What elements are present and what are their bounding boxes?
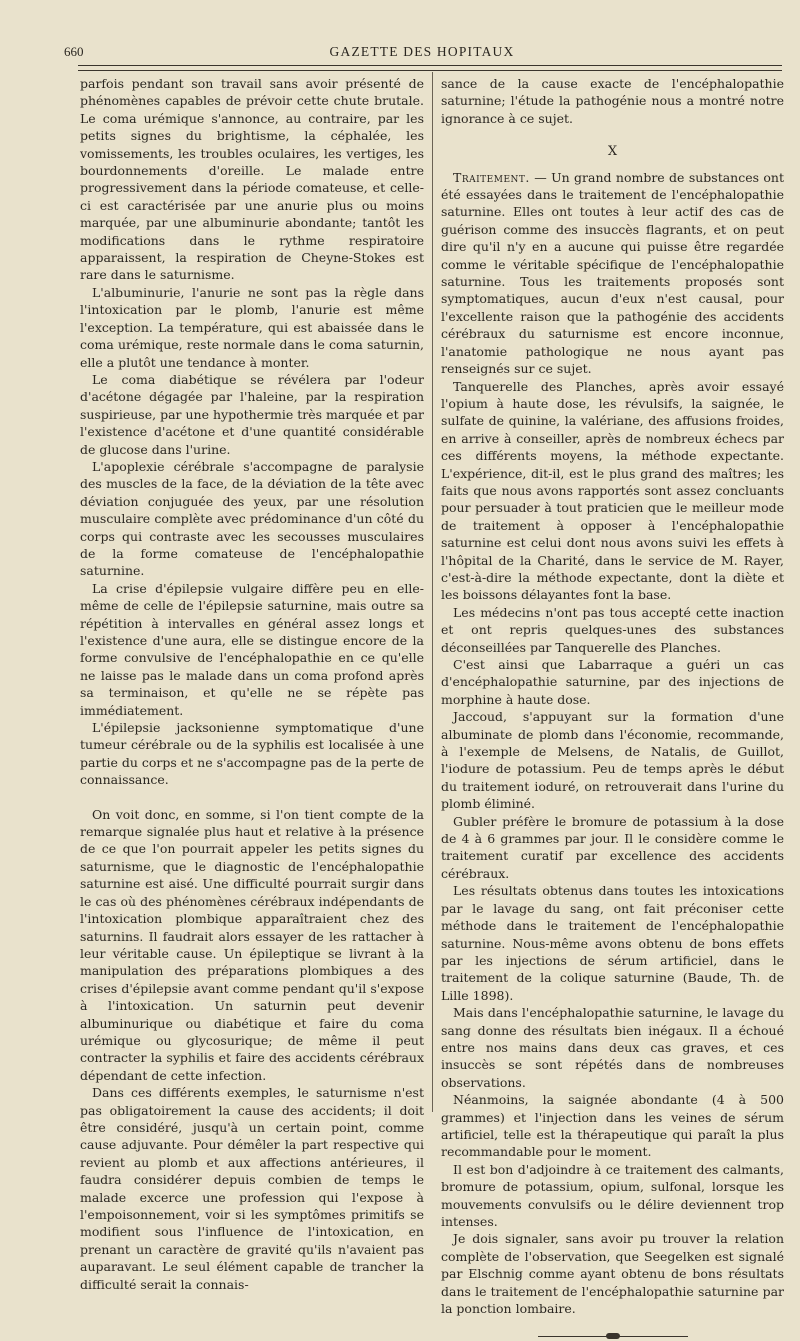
paragraph: Tanquerelle des Planches, après avoir essayé l'opium à haute dose, les révulsifs, la saignée, le sulfate de quinine, la valériane, des affusions froides, en arrive à conseiller, après de nombreux échecs par ces différents moyens, la méthode expectante. L'expérience, dit-il, est le plus grand des maîtres; les faits que nous avons rapportés sont assez concluants pour persuader à tout praticien que le meilleur mode de traitement à opposer à l'encéphalopathie saturnine est celui dont nous avons suivi les effets à l'hôpital de la Charité, dans le service de M. Rayer, c'est-à-dire la méthode expectante, dont la diète et les boissons délayantes font la base.: [441, 378, 784, 603]
section-heading: Traitement.: [453, 169, 530, 185]
column-divider: [432, 72, 433, 1112]
paragraph: parfois pendant son travail sans avoir présenté de phénomènes capables de prévoir cette chute brutale. Le coma urémique s'annonce, au contraire, par les petits signes du brightisme, la céphalée, les vomissements, les troubles oculaires, les vertiges, les bourdonnements d'oreille. Le malade entre progressivement dans la période comateuse, et celle-ci est caractérisée par une anurie plus ou moins marquée, par une albuminurie abondante; tantôt les modifications dans le rythme respiratoire apparaissent, la respiration de Cheyne-Stokes est rare dans le saturnisme.: [80, 76, 424, 283]
paragraph: Le coma diabétique se révélera par l'odeur d'acétone dégagée par l'haleine, par la respiration suspirieuse, par une hypothermie très marquée et par l'existence d'acétone et d'une quantité considérable de glucose dans l'urine.: [80, 371, 424, 457]
paragraph: Je dois signaler, sans avoir pu trouver la relation complète de l'observation, que Seegelken est signalé par Elschnig comme ayant obtenu de bons résultats dans le traitement de l'encéphalopathie saturnine par la ponction lombaire.: [441, 1231, 784, 1317]
paragraph: sance de la cause exacte de l'encéphalopathie saturnine; l'étude la pathogénie nous a montré notre ignorance à ce sujet.: [441, 76, 784, 126]
paragraph: C'est ainsi que Labarraque a guéri un cas d'encéphalopathie saturnine, par des injections de morphine à haute dose.: [441, 657, 784, 707]
paragraph: Les résultats obtenus dans toutes les intoxications par le lavage du sang, ont fait préconiser cette méthode dans le traitement de l'encéphalopathie saturnine. Nous-même avons obtenu de bons effets par les injections de sérum artificiel, dans le traitement de la colique saturnine (Baude, Th. de Lille 1898).: [441, 883, 784, 1003]
paragraph: L'apoplexie cérébrale s'accompagne de paralysie des muscles de la face, de la déviation de la tête avec déviation conjuguée des yeux, par une résolution musculaire complète avec prédominance d'un côté du corps qui contraste avec les secousses musculaires de la forme comateuse de l'encéphalopathie saturnine.: [80, 458, 424, 579]
page-number: 660: [64, 44, 84, 59]
header-rule-thin: [78, 70, 782, 71]
paragraph: L'épilepsie jacksonienne symptomatique d'une tumeur cérébrale ou de la syphilis est localisée à une partie du corps et ne s'accompagne pas de la perte de connaissance.: [80, 720, 424, 788]
paragraph: Dans ces différents exemples, le saturnisme n'est pas obligatoirement la cause des accidents; il doit être considéré, jusqu'à un certain point, comme cause adjuvante. Pour démêler la part respective qui revient au plomb et aux affections antérieures, il faudra considérer depuis combien de temps le malade excerce une profession qui l'expose à l'empoisonnement, voir si les symptômes primitifs se modifient sous l'influence de l'intoxication, en prenant un caractère de gravité qu'ils n'avaient pas auparavant. Le seul élément capable de trancher la difficulté serait la connais-: [80, 1085, 424, 1292]
paragraph: Les médecins n'ont pas tous accepté cette inaction et ont repris quelques-unes des substances déconseillées par Tanquerelle des Planches.: [441, 604, 784, 655]
section-paragraph: [441, 169, 784, 378]
paragraph: Jaccoud, s'appuyant sur la formation d'une albuminate de plomb dans l'économie, recommande, à l'exemple de Melsens, de Natalis, de Guillot, l'iodure de potassium. Peu de temps après le début du traitement ioduré, on retrouverait dans l'urine du plomb éliminé.: [441, 709, 784, 812]
header-rule: [78, 65, 782, 66]
paragraph: L'albuminurie, l'anurie ne sont pas la règle dans l'intoxication par le plomb, l'anurie est même l'exception. La température, qui est abaissée dans le coma urémique, reste normale dans le coma saturnin, elle a plutôt une tendance à monter.: [80, 284, 424, 370]
journal-title: GAZETTE DES HOPITAUX: [329, 44, 515, 59]
page-header: [64, 44, 780, 64]
paragraph: Il est bon d'adjoindre à ce traitement des calmants, bromure de potassium, opium, sulfonal, lorsque les mouvements convulsifs ou le délire deviennent trop intenses.: [441, 1161, 784, 1229]
end-ornament: [538, 1331, 688, 1341]
paragraph-gap: [80, 789, 424, 806]
paragraph: Gubler préfère le bromure de potassium à la dose de 4 à 6 grammes par jour. Il le considère comme le traitement curatif par excellence des accidents cérébraux.: [441, 813, 784, 881]
paragraph: Néanmoins, la saignée abondante (4 à 500 grammes) et l'injection dans les veines de sérum artificiel, telle est la thérapeutique qui paraît la plus recommandable pour le moment.: [441, 1092, 784, 1160]
paragraph: La crise d'épilepsie vulgaire diffère peu en elle-même de celle de l'épilepsie saturnine, mais outre sa répétition à intervalles en général assez longs et l'existence d'une aura, elle se distingue encore de la forme convulsive de l'encéphalopathie en ce qu'elle ne laisse pas le malade dans un coma profond après sa terminaison, et qu'elle ne se répète pas immédiatement.: [80, 580, 424, 718]
paragraph: On voit donc, en somme, si l'on tient compte de la remarque signalée plus haut et relative à la présence de ce que l'on pourrait appeler les petits signes du saturnisme, que le diagnostic de l'encéphalopathie saturnine est aisé. Une difficulté pourrait surgir dans le cas où des phénomènes cérébraux indépendants de l'intoxication plombique apparaîtraient chez des saturnins. Il faudrait alors essayer de les rattacher à leur véritable cause. Un épileptique se livrant à la manipulation des préparations plombiques a des crises d'épilepsie avant comme pendant qu'il s'expose à l'intoxication. Un saturnin peut devenir albuminurique ou diabétique et faire du coma urémique ou glycosurique; de même il peut contracter la syphilis et faire des accidents cérébraux dépendant de cette infection.: [80, 806, 424, 1083]
right-column: [441, 75, 784, 1341]
paragraph: Mais dans l'encéphalopathie saturnine, le lavage du sang donne des résultats bien inégaux. Il a échoué entre nos mains dans deux cas graves, et ces insuccès se sont répétés dans de nombreuses observations.: [441, 1005, 784, 1090]
end-rule-ornament: [606, 1333, 620, 1339]
left-column: [80, 75, 424, 1293]
section-number: X: [607, 144, 618, 160]
section-text: — Un grand nombre de substances ont été essayées dans le traitement de l'encéphalopathie saturnine. Elles ont toutes à leur actif des cas de guérison comme des insuccès flagrants, et on peut dire qu'il n'y en a aucune qui puisse être regardée comme le véritable spécifique de l'encéphalopathie saturnine. Tous les traitements proposés sont symptomatiques, aucun d'eux n'est causal, pour l'excellente raison que la pathogénie des accidents cérébraux du saturnisme est encore inconnue, l'anatomie pathologique ne nous ayant pas renseignés sur ce sujet.: [441, 169, 784, 377]
